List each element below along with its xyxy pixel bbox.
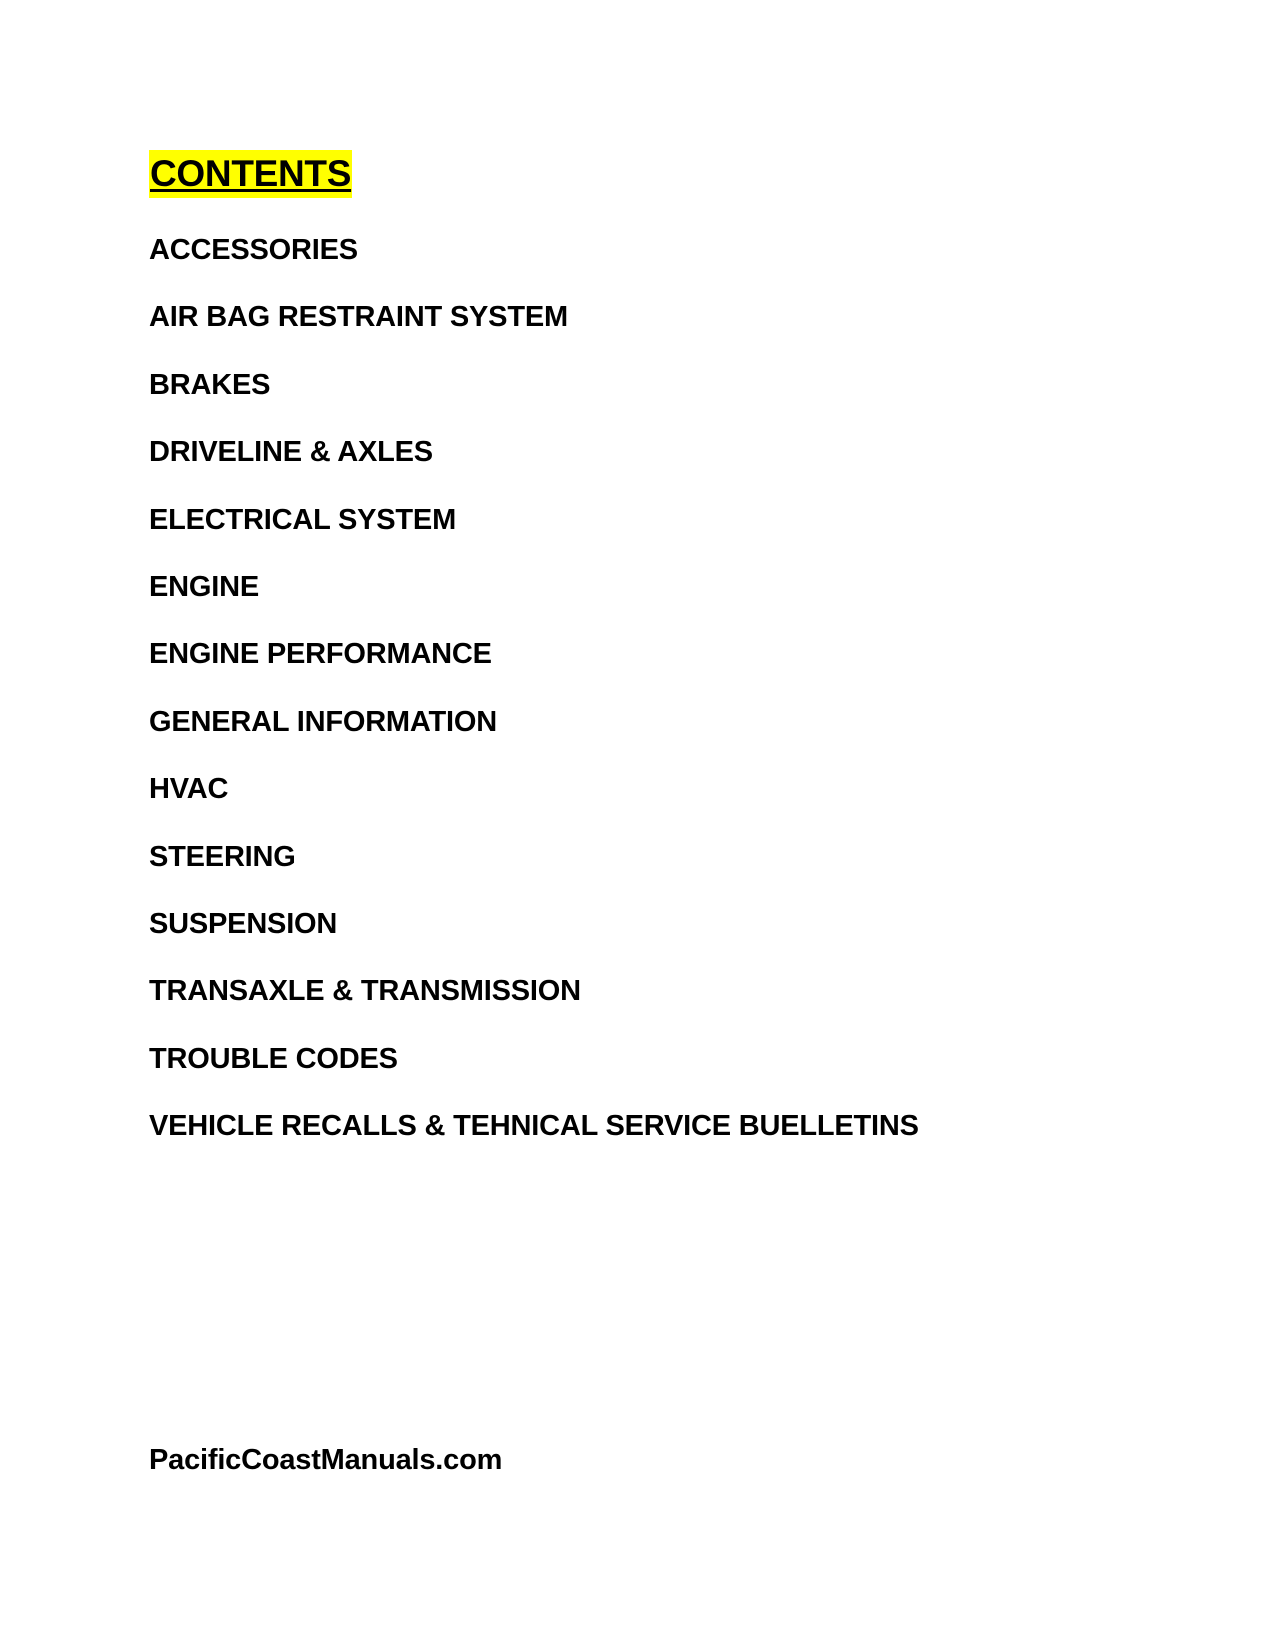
toc-item-general-information[interactable]: GENERAL INFORMATION <box>149 705 497 738</box>
contents-heading: CONTENTS <box>149 150 352 198</box>
toc-item-transaxle-transmission[interactable]: TRANSAXLE & TRANSMISSION <box>149 975 581 1008</box>
toc-item-trouble-codes[interactable]: TROUBLE CODES <box>149 1042 398 1075</box>
toc-item-electrical-system[interactable]: ELECTRICAL SYSTEM <box>149 503 457 536</box>
toc-item-engine[interactable]: ENGINE <box>149 570 259 603</box>
footer-website: PacificCoastManuals.com <box>149 1444 503 1476</box>
toc-item-hvac[interactable]: HVAC <box>149 773 229 806</box>
toc-item-brakes[interactable]: BRAKES <box>149 368 271 401</box>
toc-item-suspension[interactable]: SUSPENSION <box>149 907 338 940</box>
toc-item-engine-performance[interactable]: ENGINE PERFORMANCE <box>149 638 492 671</box>
toc-item-steering[interactable]: STEERING <box>149 840 296 873</box>
toc-item-accessories[interactable]: ACCESSORIES <box>149 234 358 266</box>
table-of-contents <box>149 228 919 1171</box>
toc-item-air-bag-restraint-system[interactable]: AIR BAG RESTRAINT SYSTEM <box>149 301 568 334</box>
toc-item-driveline-axles[interactable]: DRIVELINE & AXLES <box>149 436 433 469</box>
toc-item-vehicle-recalls-tsb[interactable]: VEHICLE RECALLS & TEHNICAL SERVICE BUELLETINS <box>149 1110 919 1143</box>
